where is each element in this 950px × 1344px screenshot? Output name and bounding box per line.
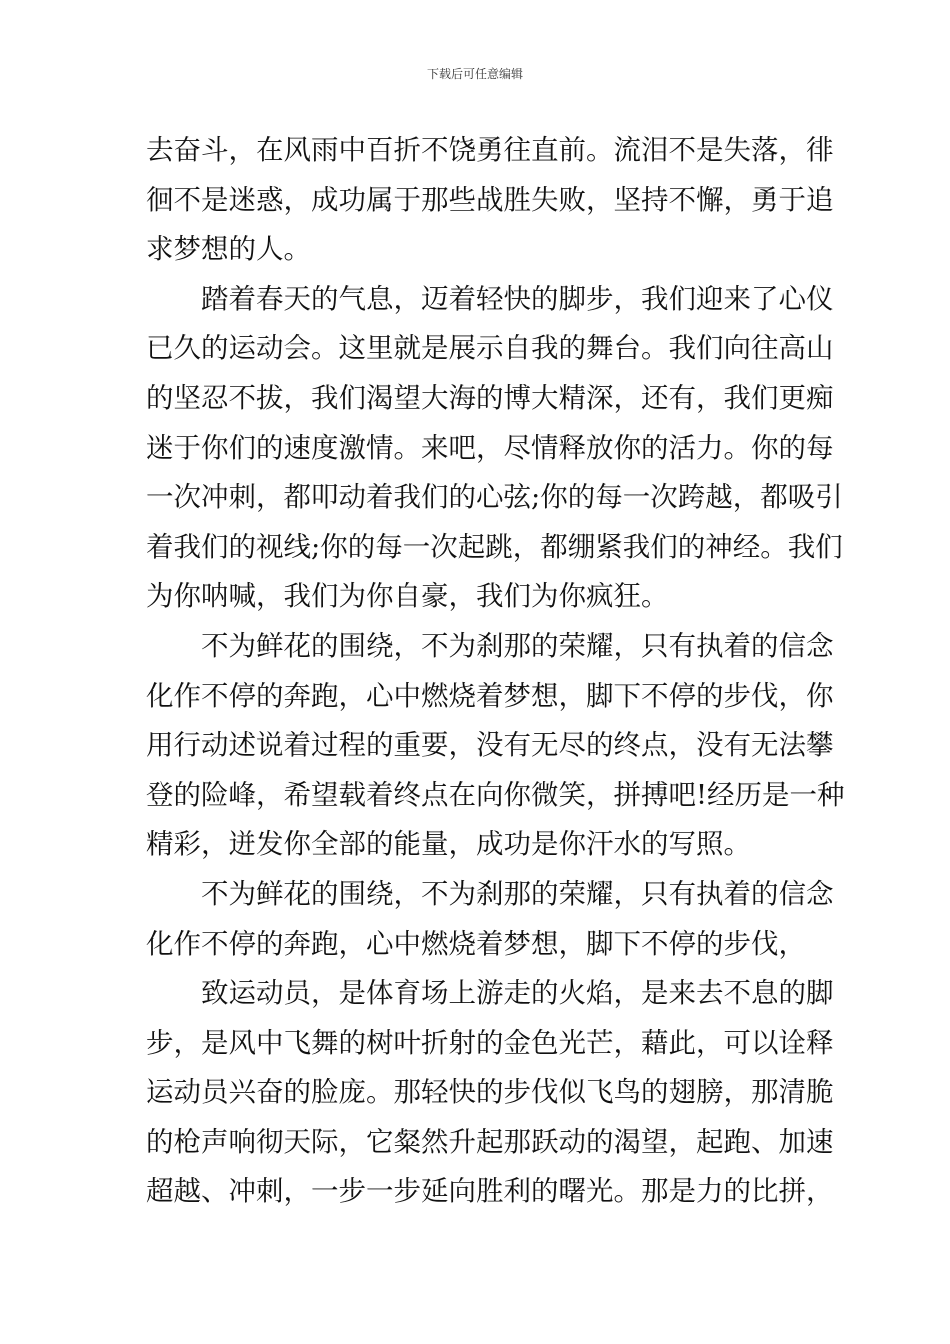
text-line: 不为鲜花的围绕，不为刹那的荣耀，只有执着的信念 xyxy=(201,877,834,910)
text-line: 超越、冲刺，一步一步延向胜利的曙光。那是力的比拼， xyxy=(146,1175,834,1208)
text-line: 迷于你们的速度激情。来吧，尽情释放你的活力。你的每 xyxy=(146,431,834,464)
text-line: 步，是风中飞舞的树叶折射的金色光芒，藉此，可以诠释 xyxy=(146,1026,834,1059)
paragraph xyxy=(146,275,843,622)
paragraph xyxy=(146,622,845,870)
text-line: 不为鲜花的围绕，不为刹那的荣耀，只有执着的信念 xyxy=(201,629,834,662)
paragraph xyxy=(146,870,834,969)
document-body xyxy=(146,126,845,1217)
text-line: 的坚忍不拔，我们渴望大海的博大精深，还有，我们更痴 xyxy=(146,381,834,414)
text-line: 为你呐喊，我们为你自豪，我们为你疯狂。 xyxy=(146,580,669,613)
text-line: 踏着春天的气息，迈着轻快的脚步，我们迎来了心仪 xyxy=(201,282,834,315)
text-line: 求梦想的人。 xyxy=(146,233,311,266)
text-line: 运动员兴奋的脸庞。那轻快的步伐似飞鸟的翅膀，那清脆 xyxy=(146,1076,834,1109)
paragraph xyxy=(146,969,834,1217)
text-line: 精彩，迸发你全部的能量，成功是你汗水的写照。 xyxy=(146,828,751,861)
text-line: 一次冲刺，都叩动着我们的心弦;你的每一次跨越，都吸引 xyxy=(146,481,843,514)
text-line: 着我们的视线;你的每一次起跳，都绷紧我们的神经。我们 xyxy=(146,530,843,563)
text-line: 致运动员，是体育场上游走的火焰，是来去不息的脚 xyxy=(201,977,834,1010)
text-line: 去奋斗，在风雨中百折不饶勇往直前。流泪不是失落，徘 xyxy=(146,134,834,166)
text-line: 已久的运动会。这里就是展示自我的舞台。我们向往高山 xyxy=(146,332,834,365)
text-line: 化作不停的奔跑，心中燃烧着梦想，脚下不停的步伐， xyxy=(146,927,806,960)
text-line: 用行动述说着过程的重要，没有无尽的终点，没有无法攀 xyxy=(146,729,834,762)
page-header: 下载后可任意编辑 xyxy=(426,67,523,81)
text-line: 的枪声响彻天际，它粲然升起那跃动的渴望，起跑、加速 xyxy=(146,1125,834,1158)
text-line: 徊不是迷惑，成功属于那些战胜失败，坚持不懈，勇于追 xyxy=(146,183,834,216)
paragraph xyxy=(146,126,834,275)
text-line: 登的险峰，希望载着终点在向你微笑，拼搏吧!经历是一种 xyxy=(146,778,845,811)
text-line: 化作不停的奔跑，心中燃烧着梦想，脚下不停的步伐，你 xyxy=(146,679,834,712)
